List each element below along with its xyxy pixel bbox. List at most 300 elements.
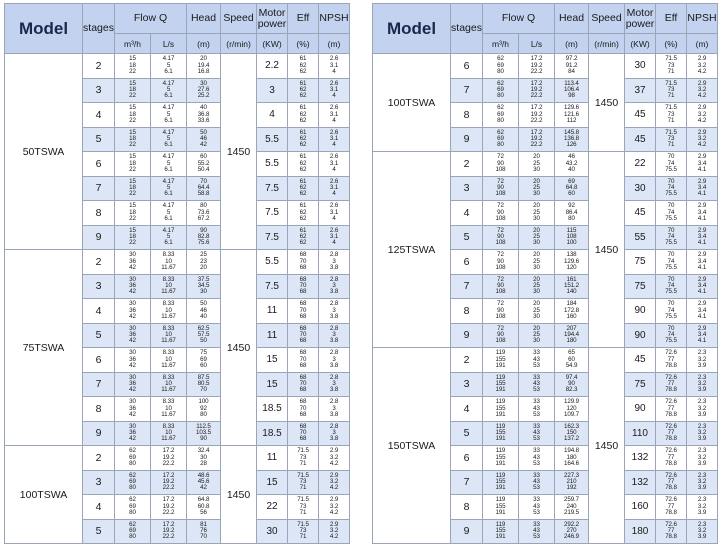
head-cell-values bbox=[187, 179, 220, 198]
flow-m3h-cell-value: 72 bbox=[497, 300, 504, 308]
flow-ls-cell bbox=[519, 176, 555, 201]
eff-cell-value: 68 bbox=[299, 251, 307, 259]
head-cell-value: 25.2 bbox=[197, 92, 210, 100]
npsh-cell bbox=[687, 299, 718, 324]
eff-cell-value: 70 bbox=[667, 153, 675, 161]
flow-m3h-cell-value: 119 bbox=[495, 398, 506, 406]
flow-ls-cell-value: 4.17 bbox=[162, 177, 175, 185]
npsh-cell-value: 2.8 bbox=[329, 349, 339, 357]
eff-header: Eff bbox=[288, 4, 319, 34]
flow-m3h-cell-value: 191 bbox=[495, 533, 506, 541]
flow-m3h-cell bbox=[115, 519, 151, 544]
eff-cell-value: 75.5 bbox=[665, 337, 677, 345]
eff-cell-value: 71 bbox=[299, 533, 307, 541]
flow-ls-cell-value: 4.17 bbox=[162, 128, 175, 136]
eff-cell-value: 74 bbox=[667, 208, 675, 216]
npsh-cell bbox=[319, 225, 350, 250]
npsh-cell-value: 3.4 bbox=[697, 208, 707, 216]
flow-ls-cell-values bbox=[519, 277, 554, 296]
flow-m3h-cell-values bbox=[115, 179, 150, 198]
stage-cell: 9 bbox=[451, 127, 483, 152]
head-cell-values bbox=[187, 252, 220, 271]
flow-ls-cell-values bbox=[519, 301, 554, 320]
stage-cell: 3 bbox=[83, 470, 115, 495]
head-cell-value: 103.5 bbox=[196, 429, 211, 437]
speed-unit: (r/min) bbox=[589, 34, 625, 54]
eff-cell-values bbox=[656, 399, 686, 418]
eff-cell-value: 68 bbox=[299, 410, 307, 418]
eff-cell-value: 68 bbox=[299, 349, 307, 357]
flow-m3h-cell-value: 69 bbox=[129, 502, 136, 510]
eff-cell-value: 71.5 bbox=[665, 104, 677, 112]
motor-power-cell: 110 bbox=[625, 421, 656, 446]
eff-header: Eff bbox=[656, 4, 687, 34]
eff-cell bbox=[656, 421, 687, 446]
flow-ls-cell-values bbox=[519, 350, 554, 369]
flow-m3h-cell bbox=[115, 103, 151, 128]
eff-cell-value: 78.8 bbox=[665, 508, 677, 516]
flow-ls-cell-value: 10 bbox=[165, 257, 172, 265]
flow-ls-cell-value: 25 bbox=[533, 159, 540, 167]
stage-cell: 4 bbox=[83, 299, 115, 324]
npsh-cell-value: 4.2 bbox=[697, 67, 707, 75]
flow-ls-cell-value: 22.2 bbox=[162, 508, 175, 516]
head-cell-values bbox=[187, 448, 220, 467]
npsh-cell-value: 2.8 bbox=[329, 251, 339, 259]
motor-power-cell: 18.5 bbox=[257, 421, 288, 446]
flow-m3h-cell-value: 18 bbox=[129, 110, 136, 118]
npsh-cell-value: 2.6 bbox=[329, 128, 339, 136]
npsh-cell-value: 4 bbox=[332, 92, 336, 100]
stage-cell: 4 bbox=[83, 103, 115, 128]
flow-m3h-cell-value: 108 bbox=[495, 239, 506, 247]
npsh-cell bbox=[319, 103, 350, 128]
flow-m3h-cell-value: 42 bbox=[129, 263, 136, 271]
flow-ls-cell-value: 25 bbox=[533, 282, 540, 290]
eff-cell-values bbox=[288, 326, 318, 345]
head-cell-value: 64.8 bbox=[565, 184, 578, 192]
flow-m3h-cell-value: 15 bbox=[129, 55, 136, 63]
eff-cell-value: 75.5 bbox=[665, 312, 677, 320]
eff-cell-value: 68 bbox=[299, 324, 307, 332]
npsh-cell-value: 2.8 bbox=[329, 422, 339, 430]
flow-ls-cell-value: 33 bbox=[533, 373, 540, 381]
flow-m3h-cell-value: 30 bbox=[129, 275, 136, 283]
eff-cell-value: 71.5 bbox=[665, 128, 677, 136]
npsh-cell bbox=[687, 250, 718, 275]
npsh-cell-value: 3 bbox=[332, 429, 336, 437]
flow-m3h-cell-value: 62 bbox=[129, 471, 136, 479]
npsh-cell-value: 3.9 bbox=[697, 435, 707, 443]
table-body bbox=[5, 54, 350, 544]
npsh-cell-value: 2.9 bbox=[697, 226, 707, 234]
flow-ls-cell-value: 11.67 bbox=[161, 410, 176, 418]
npsh-cell-values bbox=[687, 203, 717, 222]
flow-m3h-cell-value: 22 bbox=[129, 165, 136, 173]
stage-cell: 4 bbox=[451, 201, 483, 226]
npsh-cell-value: 3.8 bbox=[329, 361, 339, 369]
npsh-cell bbox=[319, 470, 350, 495]
eff-cell bbox=[288, 250, 319, 275]
head-cell bbox=[555, 127, 589, 152]
flow-ls-cell-value: 5 bbox=[166, 61, 171, 69]
flow-m3h-cell-value: 155 bbox=[495, 502, 506, 510]
head-cell bbox=[187, 348, 221, 373]
flow-ls-cell-values bbox=[519, 228, 554, 247]
stage-cell: 7 bbox=[451, 274, 483, 299]
flow-m3h-cell-value: 80 bbox=[497, 116, 504, 124]
head-cell-values bbox=[555, 203, 588, 222]
head-cell-value: 207 bbox=[566, 324, 577, 332]
flow-ls-cell-value: 20 bbox=[533, 202, 540, 210]
eff-cell-value: 68 bbox=[299, 288, 307, 296]
npsh-cell-values bbox=[687, 497, 717, 516]
eff-cell-values bbox=[288, 56, 318, 75]
flow-ls-cell-value: 33 bbox=[533, 422, 540, 430]
npsh-cell-value: 2.9 bbox=[329, 447, 339, 455]
eff-cell-values bbox=[656, 326, 686, 345]
flow-m3h-cell bbox=[483, 54, 519, 79]
eff-cell-values bbox=[656, 130, 686, 149]
head-cell-values bbox=[187, 326, 220, 345]
npsh-cell-values bbox=[319, 56, 349, 75]
npsh-cell-value: 3.1 bbox=[329, 233, 339, 241]
left-spec-panel bbox=[4, 3, 349, 544]
eff-cell-values bbox=[288, 81, 318, 100]
flow-m3h-cell-value: 72 bbox=[497, 153, 504, 161]
flow-ls-cell-value: 10 bbox=[165, 282, 172, 290]
head-cell-value: 76 bbox=[200, 527, 207, 535]
npsh-cell-value: 3.9 bbox=[697, 386, 707, 394]
npsh-cell-value: 3.9 bbox=[697, 484, 707, 492]
eff-cell bbox=[656, 323, 687, 348]
head-cell-values bbox=[555, 277, 588, 296]
stage-cell: 7 bbox=[451, 78, 483, 103]
speed-cell: 1450 bbox=[589, 54, 625, 152]
flow-ls-cell-values bbox=[519, 130, 554, 149]
flow-ls-cell-value: 19.2 bbox=[530, 110, 543, 118]
eff-cell-value: 71.5 bbox=[665, 79, 677, 87]
flow-m3h-cell-value: 155 bbox=[495, 478, 506, 486]
head-cell-value: 192 bbox=[566, 484, 577, 492]
head-cell bbox=[555, 495, 589, 520]
flow-ls-cell-value: 11.67 bbox=[161, 288, 176, 296]
flow-m3h-cell bbox=[483, 201, 519, 226]
head-cell-value: 37.5 bbox=[197, 275, 210, 283]
motor-power-cell: 2.2 bbox=[257, 54, 288, 79]
eff-cell-value: 74 bbox=[667, 282, 675, 290]
head-cell bbox=[555, 274, 589, 299]
flow-ls-cell-value: 22.2 bbox=[530, 67, 543, 75]
flow-m3h-cell-value: 119 bbox=[495, 447, 506, 455]
flow-ls-cell-value: 8.33 bbox=[162, 349, 175, 357]
eff-cell-value: 72.6 bbox=[665, 496, 677, 504]
npsh-cell-value: 2.6 bbox=[329, 104, 339, 112]
flow-m3h-cell-values bbox=[483, 326, 518, 345]
flow-m3h-cell bbox=[115, 446, 151, 471]
eff-cell-values bbox=[288, 130, 318, 149]
npsh-cell-value: 4 bbox=[332, 116, 336, 124]
eff-cell-value: 71 bbox=[667, 92, 675, 100]
flow-m3h-cell-value: 15 bbox=[129, 79, 136, 87]
table-row bbox=[5, 446, 350, 471]
flow-ls-cell-value: 11.67 bbox=[161, 386, 176, 394]
head-cell-value: 136.8 bbox=[564, 135, 579, 143]
flow-m3h-cell-value: 108 bbox=[495, 263, 506, 271]
eff-cell-value: 68 bbox=[299, 263, 307, 271]
eff-cell-value: 72.6 bbox=[665, 373, 677, 381]
speed-cell: 1450 bbox=[221, 250, 257, 446]
npsh-cell-value: 3.2 bbox=[697, 478, 707, 486]
flow-ls-cell-values bbox=[151, 81, 186, 100]
eff-cell-value: 70 bbox=[299, 306, 307, 314]
flow-m3h-cell bbox=[115, 323, 151, 348]
npsh-cell-values bbox=[319, 228, 349, 247]
npsh-cell-values bbox=[319, 277, 349, 296]
npsh-cell-value: 3.2 bbox=[697, 355, 707, 363]
flow-ls-cell bbox=[151, 397, 187, 422]
stage-cell: 5 bbox=[83, 323, 115, 348]
flow-ls-cell-values bbox=[151, 252, 186, 271]
npsh-cell-value: 3.8 bbox=[329, 337, 339, 345]
head-cell-value: 97.2 bbox=[565, 55, 578, 63]
eff-cell bbox=[656, 446, 687, 471]
flow-m3h-cell-value: 42 bbox=[129, 361, 136, 369]
flow-ls-cell-value: 4.17 bbox=[162, 79, 175, 87]
head-cell-value: 150 bbox=[566, 429, 577, 437]
npsh-cell-value: 4.2 bbox=[329, 508, 339, 516]
flow-ls-cell-values bbox=[519, 473, 554, 492]
flow-ls-cell-value: 8.33 bbox=[162, 422, 175, 430]
eff-cell-value: 62 bbox=[299, 61, 307, 69]
table-row bbox=[373, 152, 718, 177]
eff-cell-value: 68 bbox=[299, 422, 307, 430]
flow-ls-cell bbox=[151, 446, 187, 471]
eff-cell-value: 68 bbox=[299, 373, 307, 381]
flow-m3h-cell-value: 72 bbox=[497, 177, 504, 185]
eff-cell bbox=[656, 397, 687, 422]
npsh-cell-value: 2.3 bbox=[697, 398, 707, 406]
flow-m3h-cell-value: 119 bbox=[495, 349, 506, 357]
stage-cell: 9 bbox=[83, 225, 115, 250]
flow-ls-cell-value: 53 bbox=[533, 435, 540, 443]
stages-header: stages bbox=[83, 4, 115, 54]
head-cell-value: 20 bbox=[200, 263, 207, 271]
npsh-cell-value: 3 bbox=[332, 282, 336, 290]
flow-m3h-cell-value: 155 bbox=[495, 404, 506, 412]
npsh-unit: (m) bbox=[319, 34, 350, 54]
head-cell-values bbox=[187, 154, 220, 173]
flow-m3h-cell-value: 22 bbox=[129, 214, 136, 222]
flow-m3h-cell-value: 30 bbox=[129, 422, 136, 430]
eff-cell-value: 70 bbox=[667, 226, 675, 234]
flow-m3h-cell-value: 90 bbox=[497, 184, 504, 192]
npsh-cell-values bbox=[687, 375, 717, 394]
stage-cell: 8 bbox=[451, 103, 483, 128]
flow-ls-cell-values bbox=[519, 522, 554, 541]
stage-cell: 3 bbox=[451, 176, 483, 201]
flow-ls-cell bbox=[519, 225, 555, 250]
flow-ls-cell-value: 5 bbox=[166, 159, 171, 167]
head-cell-value: 86.4 bbox=[565, 208, 578, 216]
head-cell-value: 30 bbox=[200, 79, 207, 87]
speed-unit: (r/min) bbox=[221, 34, 257, 54]
flow-m3h-cell bbox=[115, 225, 151, 250]
head-cell-value: 161 bbox=[566, 275, 577, 283]
motor-power-cell: 75 bbox=[625, 274, 656, 299]
flow-m3h-cell-value: 18 bbox=[129, 184, 136, 192]
head-cell-value: 46 bbox=[200, 306, 207, 314]
npsh-cell-value: 2.9 bbox=[697, 275, 707, 283]
eff-cell-value: 61 bbox=[299, 226, 307, 234]
flow-m3h-cell-value: 15 bbox=[129, 153, 136, 161]
flow-m3h-cell-values bbox=[483, 448, 518, 467]
flow-m3h-cell-value: 191 bbox=[495, 386, 506, 394]
head-cell-value: 109.7 bbox=[564, 410, 579, 418]
npsh-cell bbox=[319, 348, 350, 373]
head-cell-value: 60.8 bbox=[197, 502, 210, 510]
eff-cell-value: 61 bbox=[299, 55, 307, 63]
flow-m3h-cell bbox=[115, 372, 151, 397]
npsh-cell bbox=[319, 54, 350, 79]
eff-cell bbox=[288, 446, 319, 471]
npsh-cell-value: 3.1 bbox=[329, 184, 339, 192]
flow-ls-cell-value: 11.67 bbox=[161, 263, 176, 271]
eff-cell bbox=[288, 103, 319, 128]
flow-m3h-cell-value: 108 bbox=[495, 165, 506, 173]
eff-cell-value: 68 bbox=[299, 275, 307, 283]
flow-m3h-cell-values bbox=[483, 399, 518, 418]
npsh-cell-value: 4.2 bbox=[697, 141, 707, 149]
stage-cell: 7 bbox=[83, 372, 115, 397]
flow-m3h-cell-value: 30 bbox=[129, 373, 136, 381]
flow-m3h-cell-value: 15 bbox=[129, 226, 136, 234]
flow-m3h-cell bbox=[115, 397, 151, 422]
flow-m3h-cell-values bbox=[115, 203, 150, 222]
npsh-cell-value: 3.9 bbox=[697, 459, 707, 467]
flow-m3h-cell-value: 62 bbox=[129, 496, 136, 504]
flow-m3h-cell-value: 90 bbox=[497, 331, 504, 339]
flow-ls-cell-value: 33 bbox=[533, 496, 540, 504]
head-cell-value: 57.5 bbox=[197, 331, 210, 339]
flow-m3h-cell-values bbox=[483, 154, 518, 173]
flow-m3h-cell bbox=[115, 127, 151, 152]
eff-cell bbox=[288, 299, 319, 324]
motor-power-cell: 15 bbox=[257, 470, 288, 495]
eff-cell-value: 68 bbox=[299, 312, 307, 320]
flow-m3h-cell-values bbox=[115, 81, 150, 100]
head-cell-value: 30 bbox=[200, 453, 207, 461]
npsh-cell bbox=[687, 470, 718, 495]
flow-m3h-cell-value: 155 bbox=[495, 453, 506, 461]
npsh-cell bbox=[319, 274, 350, 299]
head-cell bbox=[187, 127, 221, 152]
head-cell-values bbox=[187, 350, 220, 369]
stage-cell: 8 bbox=[83, 201, 115, 226]
head-cell-value: 112 bbox=[566, 116, 577, 124]
npsh-cell-value: 3.1 bbox=[329, 159, 339, 167]
npsh-cell-values bbox=[319, 179, 349, 198]
head-cell-value: 80 bbox=[200, 202, 207, 210]
eff-cell-value: 74 bbox=[667, 184, 675, 192]
flow-ls-cell-values bbox=[151, 179, 186, 198]
flow-m3h-cell-values bbox=[115, 497, 150, 516]
npsh-cell-value: 2.9 bbox=[697, 128, 707, 136]
eff-cell bbox=[288, 225, 319, 250]
stage-cell: 9 bbox=[451, 323, 483, 348]
eff-cell-values bbox=[656, 81, 686, 100]
flow-m3h-cell-value: 36 bbox=[129, 306, 136, 314]
flow-ls-cell-value: 6.1 bbox=[164, 214, 173, 222]
eff-cell-value: 75.5 bbox=[665, 214, 677, 222]
head-cell-value: 80 bbox=[200, 410, 207, 418]
npsh-cell-value: 2.6 bbox=[329, 153, 339, 161]
npsh-cell-values bbox=[319, 81, 349, 100]
head-cell-value: 180 bbox=[566, 453, 577, 461]
eff-cell-values bbox=[288, 228, 318, 247]
head-cell-value: 97.4 bbox=[565, 373, 578, 381]
eff-cell-value: 61 bbox=[299, 202, 307, 210]
eff-cell-value: 70 bbox=[299, 282, 307, 290]
stage-cell: 4 bbox=[451, 397, 483, 422]
eff-cell bbox=[288, 274, 319, 299]
npsh-cell-value: 4 bbox=[332, 239, 336, 247]
head-cell-values bbox=[555, 179, 588, 198]
head-cell-value: 210 bbox=[566, 478, 577, 486]
flow-m3h-cell-values bbox=[115, 228, 150, 247]
flow-m3h-cell-value: 15 bbox=[129, 128, 136, 136]
npsh-cell-value: 2.8 bbox=[329, 300, 339, 308]
head-cell-value: 73.6 bbox=[197, 208, 210, 216]
head-cell-value: 98 bbox=[568, 92, 575, 100]
eff-cell-value: 62 bbox=[299, 214, 307, 222]
eff-cell-values bbox=[656, 105, 686, 124]
flow-m3h-cell-value: 155 bbox=[495, 355, 506, 363]
flow-ls-cell bbox=[151, 372, 187, 397]
npsh-cell-value: 2.3 bbox=[697, 447, 707, 455]
npsh-cell bbox=[687, 397, 718, 422]
npsh-cell bbox=[687, 78, 718, 103]
head-cell-value: 30 bbox=[200, 288, 207, 296]
motor-power-cell: 180 bbox=[625, 519, 656, 544]
flow-ls-cell bbox=[151, 152, 187, 177]
head-cell-value: 40 bbox=[568, 165, 575, 173]
flow-m3h-cell-value: 80 bbox=[129, 484, 136, 492]
head-cell bbox=[187, 54, 221, 79]
head-cell-value: 91.2 bbox=[565, 61, 578, 69]
npsh-cell-values bbox=[319, 350, 349, 369]
eff-cell-value: 70 bbox=[299, 404, 307, 412]
speed-header: Speed bbox=[221, 4, 257, 34]
npsh-cell-value: 4.2 bbox=[329, 459, 339, 467]
flow-ls-cell-values bbox=[151, 522, 186, 541]
head-cell-value: 50 bbox=[200, 300, 207, 308]
eff-cell-value: 68 bbox=[299, 386, 307, 394]
npsh-cell-value: 3.1 bbox=[329, 208, 339, 216]
eff-cell-values bbox=[656, 448, 686, 467]
flow-ls-cell-value: 25 bbox=[533, 257, 540, 265]
head-cell-values bbox=[187, 277, 220, 296]
head-cell-value: 40 bbox=[200, 312, 207, 320]
flow-m3h-cell-value: 18 bbox=[129, 208, 136, 216]
flow-m3h-cell-value: 119 bbox=[495, 520, 506, 528]
eff-cell-value: 75.5 bbox=[665, 239, 677, 247]
flow-ls-cell-value: 17.2 bbox=[162, 496, 175, 504]
eff-cell-value: 78.8 bbox=[665, 361, 677, 369]
stage-cell: 2 bbox=[83, 54, 115, 79]
npsh-cell-value: 3 bbox=[332, 404, 336, 412]
flow-ls-cell bbox=[519, 421, 555, 446]
